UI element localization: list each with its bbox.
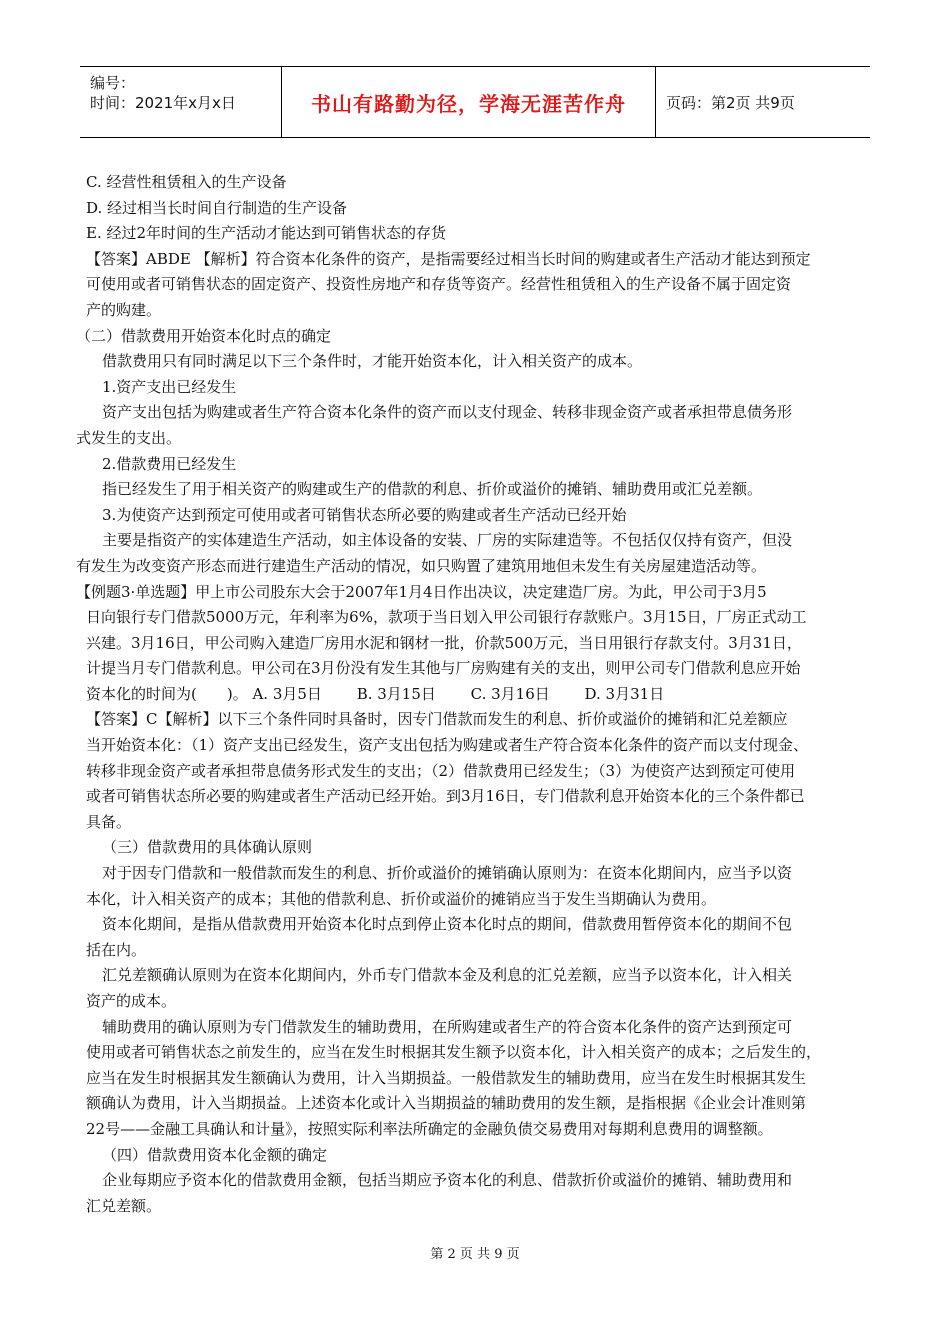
answer-line: 【答案】ABDE 【解析】符合资本化条件的资产，是指需要经过相当长时间的购建或者生产活动才能达到预定 xyxy=(86,249,811,268)
paragraph-line: 指已经发生了用于相关资产的购建或生产的借款的利息、折价或溢价的摊销、辅助费用或汇兑差额。 xyxy=(102,480,763,499)
option-e: E. 经过2年时间的生产活动才能达到可销售状态的存货 xyxy=(86,224,447,243)
paragraph-line: 汇兑差额。 xyxy=(86,1196,162,1215)
example-line: 计提当月专门借款利息。甲公司在3月份没有发生其他与厂房购建有关的支出，则甲公司专门借款利息应开始 xyxy=(86,659,801,678)
paragraph-line: 括在内。 xyxy=(86,940,147,959)
example-options: 资本化的时间为( )。 A. 3月5日 B. 3月15日 C. 3月16日 D. 3月31日 xyxy=(86,684,665,703)
document-body xyxy=(76,170,876,1219)
paragraph-line: 企业每期应予资本化的借款费用金额，包括当期应予资本化的利息、借款折价或溢价的摊销、辅助费用和 xyxy=(102,1171,793,1190)
paragraph-line: 式发生的支出。 xyxy=(76,428,182,447)
answer-line: 可使用或者可销售状态的固定资产、投资性房地产和存货等资产。经营性租赁租入的生产设备不属于固定资 xyxy=(86,275,792,294)
paragraph-line: 本化，计入相关资产的成本；其他的借款利息、折价或溢价的摊销应当于发生当期确认为费用。 xyxy=(86,889,717,908)
subheading: 3.为使资产达到预定可使用或者可销售状态所必要的购建或者生产活动已经开始 xyxy=(102,505,627,524)
document-number-label: 编号： xyxy=(90,74,136,92)
paragraph-line: 汇兑差额确认原则为在资本化期间内，外币专门借款本金及利息的汇兑差额，应当予以资本化，计入相关 xyxy=(102,966,793,985)
page-footer: 第 2 页 共 9 页 xyxy=(430,1247,520,1262)
answer-line: 产的购建。 xyxy=(86,300,162,319)
answer-line: 具备。 xyxy=(86,812,132,831)
paragraph-line: 有发生为改变资产形态而进行建造生产活动的情况，如只购置了建筑用地但未发生有关房屋建造活动等。 xyxy=(76,556,767,575)
example-line: 兴建。3月16日，甲公司购入建造厂房用水泥和钢材一批，价款500万元，当日用银行存款支付。3月31日， xyxy=(86,633,802,652)
paragraph-line: 22号——金融工具确认和计量》，按照实际利率法所确定的金融负债交易费用对每期利息费用的调整额。 xyxy=(86,1119,773,1138)
answer-line: 当开始资本化：（1）资产支出已经发生，资产支出包括为购建或者生产符合资本化条件的资产而以支付现金、 xyxy=(86,736,809,755)
header-page-label: 页码：第2页 共9页 xyxy=(666,93,795,112)
paragraph-line: 资产支出包括为购建或者生产符合资本化条件的资产而以支付现金、转移非现金资产或者承担带息债务形 xyxy=(102,403,793,422)
document-time-label: 时间：2021年x月x日 xyxy=(90,94,236,112)
section-heading: （四）借款费用资本化金额的确定 xyxy=(102,1145,328,1164)
subheading: 2.借款费用已经发生 xyxy=(102,454,237,473)
example-line: 日向银行专门借款5000万元，年利率为6%，款项于当日划入甲公司银行存款账户。3月15日，厂房正式动工 xyxy=(86,608,807,627)
paragraph-line: 额确认为费用，计入当期损益。上述资本化或计入当期损益的辅助费用的发生额，是指根据《企业会计准则第 xyxy=(86,1094,807,1113)
subheading: 1.资产支出已经发生 xyxy=(102,377,237,396)
example-line: 【例题3·单选题】甲上市公司股东大会于2007年1月4日作出决议，决定建造厂房。为此，甲公司于3月5 xyxy=(76,582,767,601)
paragraph-line: 辅助费用的确认原则为专门借款发生的辅助费用，在所购建或者生产的符合资本化条件的资产达到预定可 xyxy=(102,1017,793,1036)
page-header xyxy=(80,66,870,138)
answer-line: 【答案】C【解析】以下三个条件同时具备时，因专门借款而发生的利息、折价或溢价的摊销和汇兑差额应 xyxy=(86,710,788,729)
paragraph-line: 主要是指资产的实体建造生产活动，如主体设备的安装、厂房的实际建造等。不包括仅仅持有资产，但没 xyxy=(102,531,793,550)
option-c: C. 经营性租赁租入的生产设备 xyxy=(86,173,287,191)
section-heading: （二）借款费用开始资本化时点的确定 xyxy=(76,326,332,345)
header-meta xyxy=(80,67,282,137)
paragraph-line: 对于因专门借款和一般借款而发生的利息、折价或溢价的摊销确认原则为：在资本化期间内，应当予以资 xyxy=(102,864,793,883)
paragraph-line: 借款费用只有同时满足以下三个条件时，才能开始资本化，计入相关资产的成本。 xyxy=(102,352,643,371)
answer-line: 或者可销售状态所必要的购建或者生产活动已经开始。到3月16日，专门借款利息开始资本化的三个条件都已 xyxy=(86,787,805,806)
option-d: D. 经过相当长时间自行制造的生产设备 xyxy=(86,198,348,217)
paragraph-line: 应当在发生时根据其发生额确认为费用，计入当期损益。一般借款发生的辅助费用，应当在发生时根据其发生 xyxy=(86,1068,807,1087)
section-heading: （三）借款费用的具体确认原则 xyxy=(102,838,313,857)
paragraph-line: 资产的成本。 xyxy=(86,992,177,1010)
paragraph-line: 资本化期间，是指从借款费用开始资本化时点到停止资本化时点的期间，借款费用暂停资本化的期间不包 xyxy=(102,915,793,934)
header-motto: 书山有路勤为径，学海无涯苦作舟 xyxy=(282,67,656,137)
paragraph-line: 使用或者可销售状态之前发生的，应当在发生时根据其发生额予以资本化，计入相关资产的成本；之后发生的， xyxy=(86,1043,822,1062)
answer-line: 转移非现金资产或者承担带息债务形式发生的支出；（2）借款费用已经发生；（3）为使资产达到预定可使用 xyxy=(86,761,796,780)
